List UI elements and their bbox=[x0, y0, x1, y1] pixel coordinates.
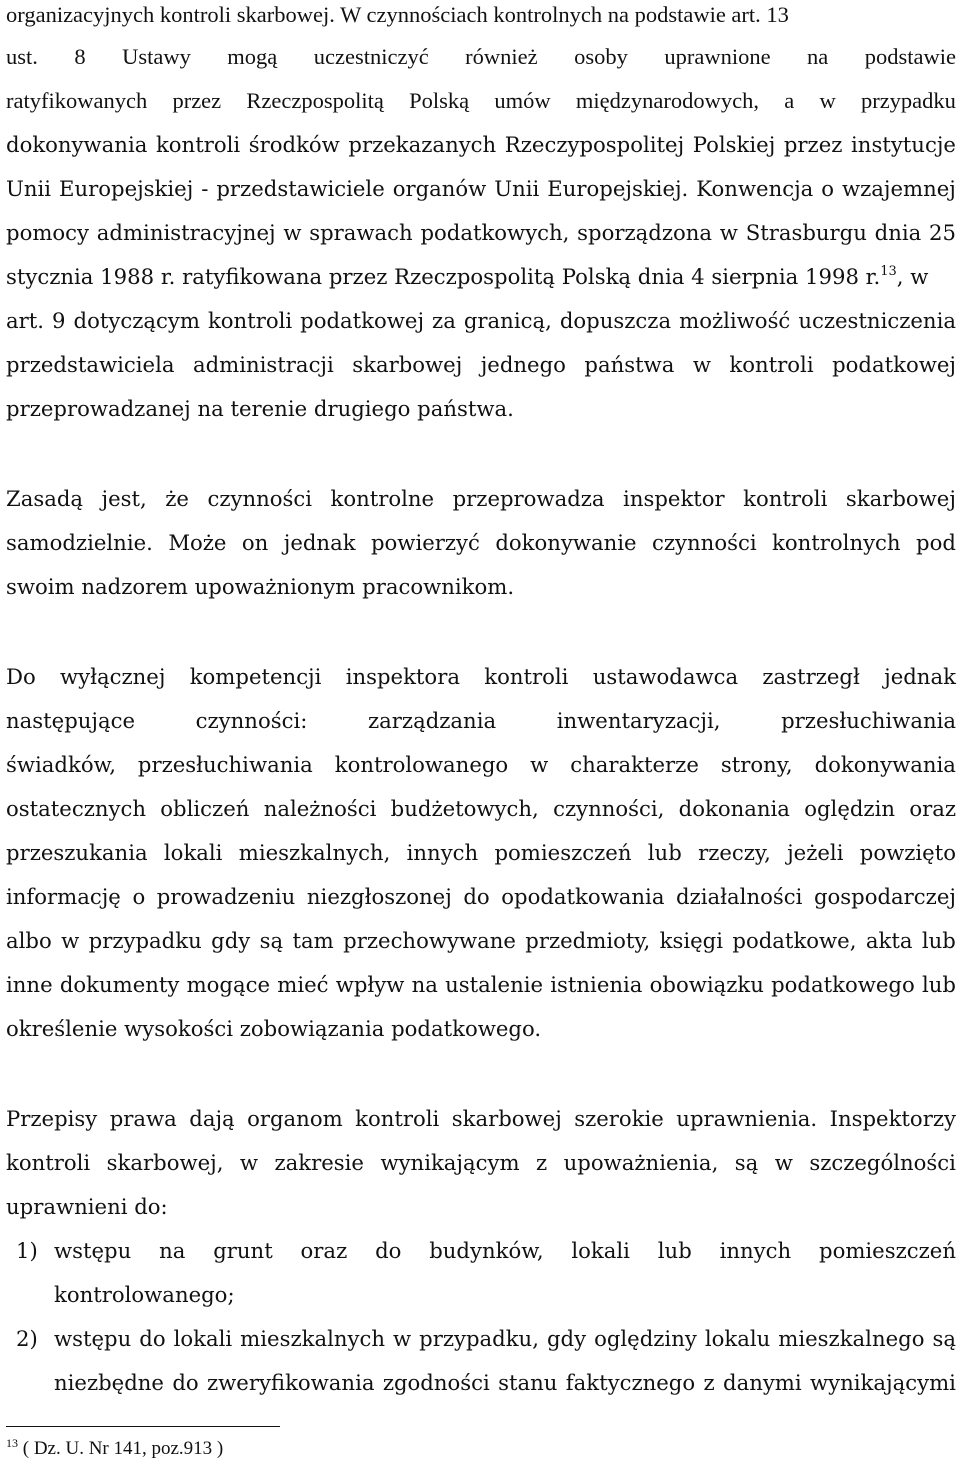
p1-line-5 bbox=[6, 174, 956, 204]
word: dokonywanie bbox=[495, 530, 637, 555]
word: prawa bbox=[109, 1106, 177, 1131]
word: lokali bbox=[163, 840, 223, 865]
word: kontroli bbox=[355, 1106, 440, 1131]
word: czynności: bbox=[195, 708, 308, 733]
word: wzajemnej bbox=[841, 176, 956, 201]
word: ratyfikowanych bbox=[6, 88, 148, 113]
word: innych bbox=[719, 1238, 792, 1263]
word: przypadku bbox=[860, 88, 956, 113]
word: kontroli bbox=[207, 308, 293, 333]
word: szerokie bbox=[574, 1106, 664, 1131]
word: podatkowych, bbox=[420, 220, 570, 245]
word: ustalenie bbox=[445, 972, 544, 997]
word: podatkowej bbox=[300, 308, 425, 333]
word: kontroli bbox=[6, 1150, 91, 1175]
word: oględzin bbox=[804, 796, 896, 821]
word: sprawach bbox=[309, 220, 413, 245]
word: powzięto bbox=[859, 840, 956, 865]
word: dokumenty bbox=[59, 972, 180, 997]
word: Europejskiej. bbox=[547, 176, 689, 201]
word: 9 bbox=[52, 308, 66, 333]
word: niezgłoszonej bbox=[306, 884, 452, 909]
word: w bbox=[61, 928, 80, 953]
word: Zasadą bbox=[6, 486, 84, 511]
p1-line-7-text: stycznia 1988 r. ratyfikowana przez Rzeczpospolitą Polską dnia 4 sierpnia 1998 r. bbox=[6, 264, 881, 289]
word: strony, bbox=[720, 752, 793, 777]
word: podatkowej bbox=[832, 352, 956, 377]
word: grunt bbox=[213, 1238, 273, 1263]
word: przedmioty, bbox=[525, 928, 651, 953]
word: sporządzona bbox=[577, 220, 713, 245]
p1-line-10: przeprowadzanej na terenie drugiego państwa. bbox=[6, 396, 514, 421]
word: przypadku bbox=[88, 928, 202, 953]
word: z bbox=[703, 1370, 715, 1395]
word: jednak bbox=[884, 664, 956, 689]
word: 25 bbox=[929, 220, 956, 245]
word: istnienia bbox=[550, 972, 643, 997]
word: z bbox=[536, 1150, 548, 1175]
word: księgi bbox=[659, 928, 724, 953]
word: instytucje bbox=[851, 132, 956, 157]
p3-line-2 bbox=[6, 706, 956, 736]
word: pomieszczeń bbox=[819, 1238, 956, 1263]
word: stanu bbox=[498, 1370, 558, 1395]
word: następujące bbox=[6, 708, 136, 733]
word: obliczeń bbox=[160, 796, 250, 821]
word: dopuszcza bbox=[559, 308, 672, 333]
word: Do bbox=[6, 664, 36, 689]
word: pomieszczeń bbox=[494, 840, 632, 865]
footnote-number: 13 bbox=[6, 1436, 18, 1450]
word: ostatecznych bbox=[6, 796, 146, 821]
p3-line-1 bbox=[6, 662, 956, 692]
p2-line-1 bbox=[6, 484, 956, 514]
word: mogą bbox=[227, 44, 278, 69]
word: Ustawy bbox=[122, 44, 191, 69]
word: Europejskiej bbox=[59, 176, 194, 201]
word: jeżeli bbox=[787, 840, 844, 865]
word: przeprowadza bbox=[452, 486, 605, 511]
p1-line-8 bbox=[6, 306, 956, 336]
word: dokonywania bbox=[814, 752, 956, 777]
word: budynków, bbox=[429, 1238, 544, 1263]
word: a bbox=[784, 88, 795, 113]
word: powierzyć bbox=[370, 530, 480, 555]
word: upoważnienia, bbox=[563, 1150, 719, 1175]
word: podatkowego bbox=[771, 972, 915, 997]
word: że bbox=[165, 486, 189, 511]
word: w bbox=[239, 1150, 259, 1175]
word: kontroli bbox=[743, 486, 828, 511]
word: za bbox=[432, 308, 456, 333]
word: jednak bbox=[283, 530, 356, 555]
word: przechowywane bbox=[343, 928, 516, 953]
p3-line-8 bbox=[6, 970, 956, 1000]
word: Przepisy bbox=[6, 1106, 98, 1131]
word: lub bbox=[657, 1238, 692, 1263]
word: Inspektorzy bbox=[829, 1106, 956, 1131]
word: art. bbox=[6, 308, 45, 333]
word: akta bbox=[865, 928, 913, 953]
word: Może bbox=[168, 530, 227, 555]
word: państwa bbox=[584, 352, 675, 377]
word: oględziny bbox=[594, 1326, 697, 1351]
word: możliwość bbox=[679, 308, 791, 333]
word: ust. bbox=[6, 44, 38, 69]
word: ustawodawca bbox=[592, 664, 739, 689]
word: na bbox=[807, 44, 829, 69]
p1-line-7 bbox=[6, 262, 956, 296]
word: w bbox=[819, 88, 836, 113]
word: inne bbox=[6, 972, 53, 997]
word: jest, bbox=[101, 486, 147, 511]
p3-line-9: określenie wysokości zobowiązania podatkowego. bbox=[6, 1016, 542, 1041]
word: przez bbox=[172, 88, 222, 113]
p3-line-7 bbox=[6, 926, 956, 956]
word: budżetowych, bbox=[390, 796, 539, 821]
word: mieszkalnego bbox=[778, 1326, 925, 1351]
word: są bbox=[259, 928, 284, 953]
word: osoby bbox=[574, 44, 628, 69]
p1-line-7-end: , w bbox=[896, 264, 929, 289]
word: dnia bbox=[874, 220, 922, 245]
p4-line-3: uprawnieni do: bbox=[6, 1194, 168, 1219]
word: obowiązku bbox=[649, 972, 764, 997]
word: granicą, bbox=[463, 308, 552, 333]
word: kontroli bbox=[484, 664, 569, 689]
word: administracji bbox=[192, 352, 334, 377]
word: przez bbox=[783, 132, 843, 157]
word: wpływ bbox=[335, 972, 405, 997]
word: Polskiej bbox=[692, 132, 776, 157]
word: są bbox=[734, 1150, 759, 1175]
word: organom bbox=[247, 1106, 343, 1131]
word: przeszukania bbox=[6, 840, 148, 865]
word: kontroli bbox=[155, 132, 241, 157]
word: dokonywania bbox=[6, 132, 148, 157]
list-item-line-1 bbox=[54, 1324, 956, 1354]
word: wstępu bbox=[54, 1238, 132, 1263]
word: podstawie bbox=[864, 44, 956, 69]
word: środków bbox=[248, 132, 340, 157]
word: przypadku, bbox=[419, 1326, 539, 1351]
word: charakterze bbox=[570, 752, 699, 777]
footnote-text: ( Dz. U. Nr 141, poz.913 ) bbox=[18, 1438, 224, 1459]
word: Strasburgu bbox=[745, 220, 867, 245]
p1-line-3 bbox=[6, 86, 956, 116]
word: gdy bbox=[211, 928, 251, 953]
word: w bbox=[774, 1150, 793, 1175]
word: dokonania bbox=[678, 796, 790, 821]
word: inwentaryzacji, bbox=[556, 708, 721, 733]
word: opodatkowania bbox=[501, 884, 665, 909]
word: w bbox=[530, 752, 549, 777]
word: dotyczącym bbox=[73, 308, 200, 333]
footnote bbox=[6, 1437, 223, 1462]
word: uprawnione bbox=[664, 44, 771, 69]
word: Polską bbox=[409, 88, 470, 113]
word: lub bbox=[647, 840, 682, 865]
word: Unii bbox=[494, 176, 540, 201]
word: międzynarodowych, bbox=[575, 88, 759, 113]
word: gospodarczej bbox=[813, 884, 956, 909]
word: oraz bbox=[300, 1238, 348, 1263]
word: czynności bbox=[207, 486, 313, 511]
word: zweryfikowania bbox=[207, 1370, 375, 1395]
p1-line-9 bbox=[6, 350, 956, 380]
word: przekazanych bbox=[348, 132, 497, 157]
word: w bbox=[719, 220, 738, 245]
word: wstępu bbox=[54, 1326, 132, 1351]
word: gdy bbox=[546, 1326, 587, 1351]
word: pod bbox=[916, 530, 956, 555]
word: lokali bbox=[571, 1238, 630, 1263]
word: jednego bbox=[480, 352, 566, 377]
p2-line-2 bbox=[6, 528, 956, 558]
word: mogące bbox=[186, 972, 271, 997]
p3-line-5 bbox=[6, 838, 956, 868]
p1-line-1: organizacyjnych kontroli skarbowej. W czynnościach kontrolnych na podstawie art. 13 bbox=[6, 2, 789, 27]
word: on bbox=[241, 530, 269, 555]
word: dają bbox=[189, 1106, 235, 1131]
word: - bbox=[201, 176, 209, 201]
word: skarbowej bbox=[451, 1106, 562, 1131]
p3-line-6 bbox=[6, 882, 956, 912]
word: skarbowej bbox=[845, 486, 956, 511]
word: tam bbox=[292, 928, 334, 953]
word: skarbowej, bbox=[106, 1150, 224, 1175]
word: Unii bbox=[6, 176, 52, 201]
word: zastrzegł bbox=[762, 664, 860, 689]
word: zgodności bbox=[382, 1370, 490, 1395]
word: w bbox=[393, 1326, 412, 1351]
word: kontrolowanego bbox=[334, 752, 509, 777]
word: inspektora bbox=[345, 664, 460, 689]
word: uprawnienia. bbox=[676, 1106, 818, 1131]
word: mieszkalnych, bbox=[238, 840, 391, 865]
footnote-separator bbox=[6, 1426, 280, 1427]
word: lokalu bbox=[704, 1326, 771, 1351]
word: wyłącznej bbox=[60, 664, 166, 689]
word: danymi bbox=[723, 1370, 802, 1395]
word: na bbox=[159, 1238, 186, 1263]
word: działalności bbox=[676, 884, 803, 909]
word: 8 bbox=[74, 44, 86, 69]
word: umów bbox=[494, 88, 551, 113]
word: skarbowej bbox=[352, 352, 463, 377]
p2-line-3: swoim nadzorem upoważnionym pracownikom. bbox=[6, 574, 515, 599]
word: czynności, bbox=[553, 796, 665, 821]
word: do bbox=[463, 884, 490, 909]
word: organów bbox=[392, 176, 487, 201]
word: Rzeczypospolitej bbox=[504, 132, 685, 157]
list-item-line-2 bbox=[54, 1368, 956, 1398]
word: zarządzania bbox=[367, 708, 497, 733]
list-item-line-2: kontrolowanego; bbox=[54, 1282, 235, 1307]
word: szczególności bbox=[809, 1150, 956, 1175]
word: kompetencji bbox=[189, 664, 322, 689]
word: rzeczy, bbox=[698, 840, 771, 865]
word: do bbox=[172, 1370, 199, 1395]
p4-line-2 bbox=[6, 1148, 956, 1178]
word: albo bbox=[6, 928, 52, 953]
word: samodzielnie. bbox=[6, 530, 153, 555]
word: inspektor bbox=[623, 486, 725, 511]
word: do bbox=[375, 1238, 402, 1263]
word: informację bbox=[6, 884, 121, 909]
list-item-line-1 bbox=[54, 1236, 956, 1266]
p3-line-4 bbox=[6, 794, 956, 824]
word: świadków, bbox=[6, 752, 116, 777]
word: oraz bbox=[909, 796, 956, 821]
word: kontrolne bbox=[330, 486, 435, 511]
word: Konwencja bbox=[696, 176, 814, 201]
word: podatkowe, bbox=[732, 928, 857, 953]
list-item-number: 1) bbox=[16, 1238, 38, 1263]
word: czynności bbox=[652, 530, 757, 555]
word: lokali bbox=[173, 1326, 233, 1351]
word: niezbędne bbox=[54, 1370, 164, 1395]
word: uczestniczenia bbox=[798, 308, 956, 333]
p4-line-1 bbox=[6, 1104, 956, 1134]
word: kontrolnych bbox=[772, 530, 901, 555]
word: przedstawiciela bbox=[6, 352, 175, 377]
word: administracyjnej bbox=[96, 220, 276, 245]
word: wynikającymi bbox=[810, 1370, 956, 1395]
word: do bbox=[139, 1326, 166, 1351]
word: mieć bbox=[277, 972, 329, 997]
p1-line-6 bbox=[6, 218, 956, 248]
p1-line-2 bbox=[6, 42, 956, 72]
word: pomocy bbox=[6, 220, 90, 245]
word: na bbox=[411, 972, 438, 997]
word: kontroli bbox=[729, 352, 814, 377]
footnote-ref: 13 bbox=[880, 264, 897, 279]
word: uczestniczyć bbox=[313, 44, 429, 69]
p3-line-3 bbox=[6, 750, 956, 780]
word: lub bbox=[921, 928, 956, 953]
word: przesłuchiwania bbox=[781, 708, 956, 733]
p1-line-4 bbox=[6, 130, 956, 160]
word: o bbox=[821, 176, 835, 201]
list-item-number: 2) bbox=[16, 1326, 38, 1351]
word: o bbox=[132, 884, 146, 909]
word: zakresie bbox=[274, 1150, 364, 1175]
word: innych bbox=[406, 840, 479, 865]
word: mieszkalnych bbox=[240, 1326, 385, 1351]
word: przesłuchiwania bbox=[137, 752, 313, 777]
word: w bbox=[692, 352, 711, 377]
word: przedstawiciele bbox=[216, 176, 385, 201]
word: wynikającym bbox=[380, 1150, 520, 1175]
word: są bbox=[932, 1326, 956, 1351]
word: Rzeczpospolitą bbox=[246, 88, 384, 113]
word: lub bbox=[921, 972, 956, 997]
word: należności bbox=[263, 796, 377, 821]
word: w bbox=[283, 220, 302, 245]
word: prowadzeniu bbox=[156, 884, 296, 909]
word: również bbox=[465, 44, 538, 69]
word: faktycznego bbox=[565, 1370, 696, 1395]
